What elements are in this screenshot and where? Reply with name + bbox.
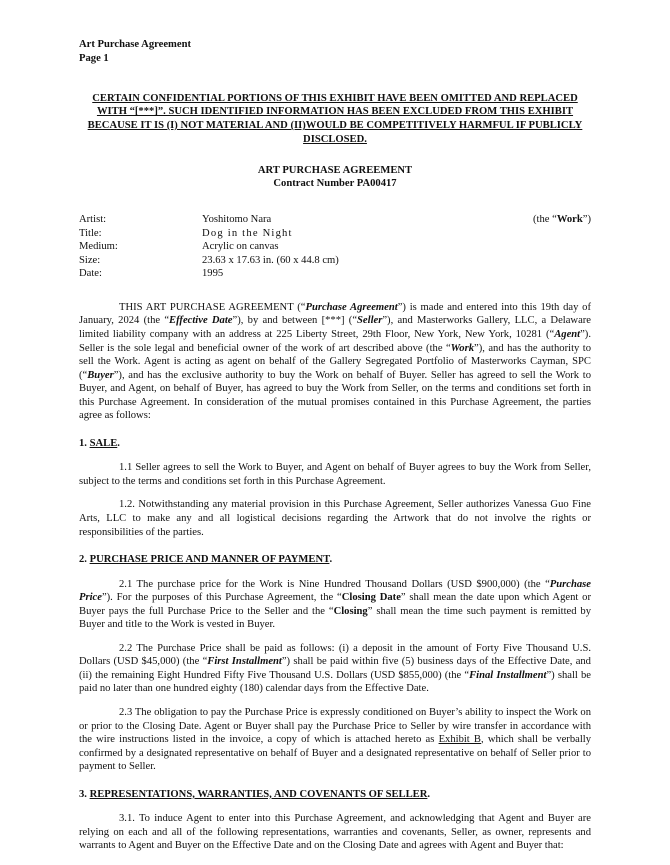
section-1-heading: 1. SALE. (79, 437, 120, 449)
clause-1-1: 1.1 Seller agrees to sell the Work to Buyer, and Agent on behalf of Buyer agrees to buy the Work from Seller, subject to the terms and conditions set forth in this Purchase Agreement. (79, 462, 591, 487)
page-header (79, 38, 591, 66)
clause-2-2: 2.2 The Purchase Price shall be paid as follows: (i) a deposit in the amount of Forty Five Thousand U.S. Dollars (USD $45,000) (the “First Installment”) shall be paid within five (5) business days of the Effective Date, and (ii) the remaining Eight Hundred Fifty Five Thousand U.S. Dollars (USD $855,000) (the “Final Installment”) shall be paid no later than one hundred eighty (180) calendar days from the Effective Date. (79, 642, 591, 695)
work-info-row (79, 213, 591, 227)
work-definition: (the “Work”) (533, 214, 591, 226)
empty-cell (475, 240, 591, 254)
work-info-label: Date: (79, 268, 102, 280)
work-info-table (79, 213, 591, 281)
agreement-title-block (79, 164, 591, 192)
exhibit-b-reference: Exhibit B (438, 734, 482, 746)
work-info-value: 23.63 x 17.63 in. (60 x 44.8 cm) (202, 254, 339, 266)
work-info-value: Acrylic on canvas (202, 241, 279, 253)
work-info-value: 1995 (202, 268, 224, 280)
clause-2-3: 2.3 The obligation to pay the Purchase Price is expressly conditioned on Buyer’s ability to inspect the Work on or prior to the Closing Date. Agent or Buyer shall pay the Purchase Price to Seller by wire transfer in accordance with the wire instructions listed in the invoice, a copy of which is attached hereto as Exhibit B, which shall be verbally confirmed by a designated representative on behalf of Buyer and a designated representative on behalf of Seller prior to payment to Seller. (79, 706, 591, 773)
work-info-value: Dog in the Night (202, 227, 293, 239)
work-info-label: Artist: (79, 214, 107, 226)
work-info-row (79, 254, 591, 268)
agreement-title: ART PURCHASE AGREEMENT (257, 164, 413, 176)
work-info-row (79, 227, 591, 241)
empty-cell (475, 227, 591, 241)
empty-cell (475, 254, 591, 268)
clause-1-2: 1.2. Notwithstanding any material provision in this Purchase Agreement, Seller authorizes Vanessa Guo Fine Arts, LLC to make any and all logistical decisions regarding the Artwork that do not involve the rights or responsibilities of the parties. (79, 499, 591, 538)
confidential-notice: CERTAIN CONFIDENTIAL PORTIONS OF THIS EXHIBIT HAVE BEEN OMITTED AND REPLACED WITH “[***]”. SUCH IDENTIFIED INFORMATION HAS BEEN EXCLUDED FROM THIS EXHIBIT BECAUSE IT IS (I) NOT MATERIAL AND (II)WOULD BE COMPETITIVELY HARMFUL IF PUBLICLY DISCLOSED. (87, 92, 583, 145)
contract-number: Contract Number PA00417 (273, 178, 397, 190)
work-info-label: Medium: (79, 241, 118, 253)
clause-3-1: 3.1. To induce Agent to enter into this Purchase Agreement, and acknowledging that Agent and Buyer are relying on each and all of the following representations, warranties and covenants, Seller, as owner, represents and warrants to Agent and Buyer on the Effective Date and on the Closing Date and agrees with Agent and Buyer that: (79, 813, 591, 852)
work-info-row (79, 267, 591, 281)
work-info-value: Yoshitomo Nara (202, 214, 272, 226)
header-doc-title: Art Purchase Agreement (79, 39, 191, 50)
empty-cell (475, 267, 591, 281)
work-info-label: Title: (79, 227, 102, 239)
work-info-row (79, 240, 591, 254)
intro-paragraph: THIS ART PURCHASE AGREEMENT (“Purchase Agreement”) is made and entered into this 19th day of January, 2024 (the “Effective Date”), by and between [***] (“Seller”), and Masterworks Gallery, LLC, a Delaware limited liability company with an address at 225 Liberty Street, 29th Floor, New York, New York, 10281 (“Agent”). Seller is the sole legal and beneficial owner of the work of art described above (the “Work”), and has the authority to sell the Work. Agent is acting as agent on behalf of the Gallery Segregated Portfolio of Masterworks Cayman, SPC (“Buyer”), and has the exclusive authority to buy the Work on behalf of Buyer. Seller has agreed to sell the Work to Buyer, and Agent, on behalf of Buyer, has agreed to buy the Work from Seller, on the terms and conditions set forth in this Purchase Agreement. In consideration of the mutual promises contained in this Purchase Agreement, the parties agree as follows: (79, 301, 592, 422)
header-page-label: Page 1 (79, 52, 109, 64)
clause-2-1: 2.1 The purchase price for the Work is Nine Hundred Thousand Dollars (USD $900,000) (the “Purchase Price”). For the purposes of this Purchase Agreement, the “Closing Date” shall mean the date upon which Agent or Buyer pays the full Purchase Price to the Seller and the “Closing” shall mean the time such payment is remitted by Buyer and title to the Work is vested in Buyer. (79, 578, 591, 631)
work-info-label: Size: (79, 254, 101, 266)
section-3-heading: 3. REPRESENTATIONS, WARRANTIES, AND COVENANTS OF SELLER. (79, 788, 431, 800)
section-2-heading: 2. PURCHASE PRICE AND MANNER OF PAYMENT. (79, 554, 333, 566)
